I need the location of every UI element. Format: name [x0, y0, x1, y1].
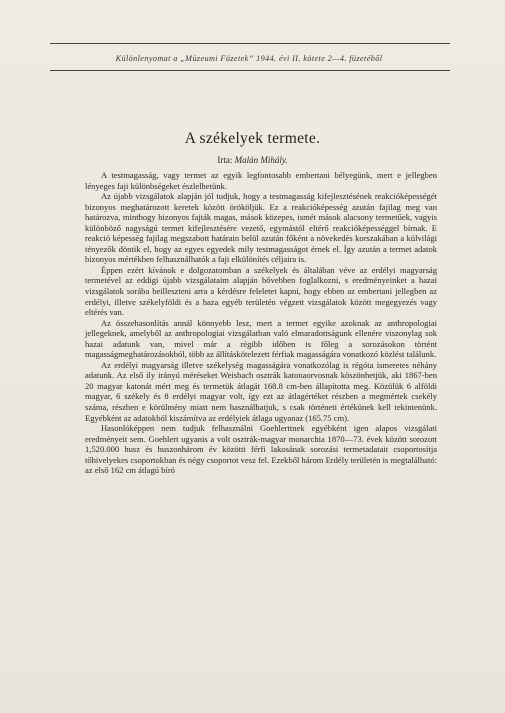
byline-label: Irta: [217, 155, 233, 165]
paragraph-5: Az erdélyi magyarság illetve székelység magasságára vonatkozólag is régóta ismeretes néhány adatunk. Az első ily irányú méréseket Weisbach osztrák katonaorvosnak köszönhetjük, aki 1867-ben 20 magyar katonát mért meg és termetük átlagát 168.8 cm-ben állapította meg. Közülük 6 alföldi magyar, 6 székely és 8 erdélyi magyar volt, így ezt az átlagértéket részben a megmértek csekély száma, részben e körülmény miatt nem használhatjuk, s csak történeti értékünek kell tekintenünk. Egyébként az adatokból kiszámítva az erdélyiek átlaga ugyanaz (165.75 cm). [85, 359, 437, 423]
article-byline [0, 155, 505, 165]
article-title: A székelyek termete. [184, 130, 321, 147]
article-author: Malán Mihály. [234, 155, 288, 165]
header-top-rule [50, 43, 450, 44]
article-body [85, 170, 437, 476]
header-bottom-rule [50, 70, 450, 71]
paragraph-2: Az újabb vizsgálatok alapján jól tudjuk, hogy a testmagasság kifejlesztésének reakcióképességét bizonyos meghatározott keretek között örököljük. Ez a reakcióképesség azután fajilag meg van határozva, minthogy bizonyos fajták magas, mások közepes, ismét mások alacsony termetűek, vagyis különböző nagyságú termet kifejlesztésére vezető, egymástól eltérő reakcióképességgel bírnak. E reakció képesség fajilag megszabott határain belül azután főként a növekedés korszakában a külvilági tényezők döntik el, hogy az egyes egyedek mily testmagasságot érnek el. Így azután a termet adatok bizonyos mértékben felhasználhatók a faji elkülönítés céljaira is. [85, 191, 437, 265]
paragraph-6: Hasonlóképpen nem tudjuk felhasználni Goehlerttnek egyébként igen alapos vizsgálati eredményeit sem. Goehlert ugyanis a volt osztrák-magyar monarchia 1870—73. évek között sorozott 1,520.000 husz és huszonhárom év közötti férfi lakosának sorozási termetadatait csoportosítja tőhivelyekes csoportokban és négy csoportot vesz fel. Ezekből három Erdély területén is megtalálható: az első 162 cm átlagú bíró [85, 423, 437, 476]
paragraph-4: Az összehasonlítás annál könnyebb lesz, mert a termet egyike azoknak az anthropologiai jellegeknek, amelyből az anthropologiai vizsgálatban való elmaradottságunk ellenére viszonylag sok hazai adatunk van, mivel már a régibb időben is főleg a sorozásokon történt magasságmeghatározásokból, több az állításkötelezett férfiak magasságára vonatkozó közlést találunk. [85, 317, 437, 360]
paragraph-3: Éppen ezért kívánok e dolgozatomban a székelyek és általában véve az erdélyi magyarság termetével az eddigi újabb vizsgálataim alapján bővebben foglalkozni, s eredményeinket a hazai vizsgálatok sorába beilleszteni arra a kérdésre feleletet kapni, hogy ebben az embertani jellegben az erdélyi, illetve székelyföldi és a haza egyéb területén végzett vizsgálatok között megegyezés vagy eltérés van. [85, 264, 437, 318]
paragraph-1: A testmagasság, vagy termet az egyik legfontosabb embertani bélyegünk, mert e jellegben lényeges faji különbségeket észlelhetünk. [85, 170, 437, 191]
offprint-note: Különlenyomat a „Múzeumi Füzetek” 1944. évi II. kötete 2—4. füzetéből [115, 54, 383, 63]
